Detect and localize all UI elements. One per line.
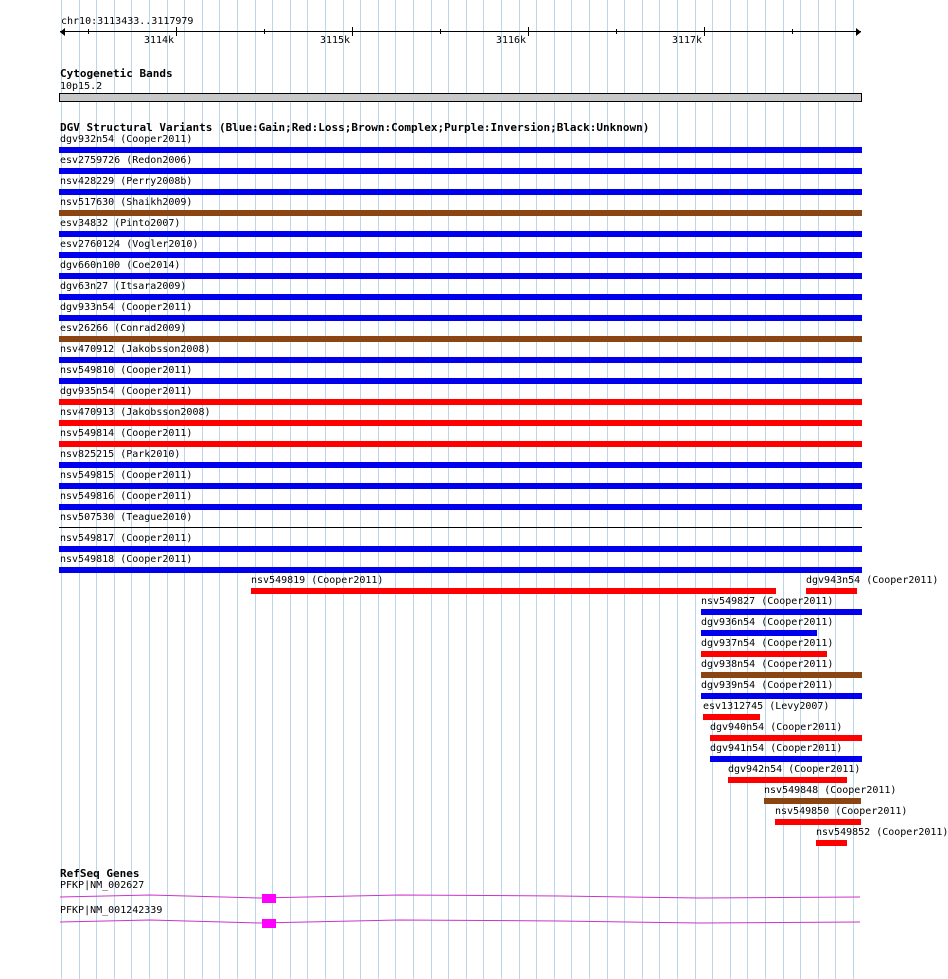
cytoband-track-title: Cytogenetic Bands	[60, 67, 173, 80]
dgv-feature-label[interactable]: dgv941n54 (Cooper2011)	[710, 743, 843, 754]
dgv-feature-gain-bar[interactable]	[59, 378, 862, 384]
dgv-feature-label[interactable]: nsv549817 (Cooper2011)	[60, 533, 193, 544]
dgv-feature-label[interactable]: dgv932n54 (Cooper2011)	[60, 134, 193, 145]
dgv-feature-gain-bar[interactable]	[59, 252, 862, 258]
dgv-feature-label[interactable]: nsv470913 (Jakobsson2008)	[60, 407, 211, 418]
dgv-feature-label[interactable]: dgv937n54 (Cooper2011)	[701, 638, 834, 649]
dgv-feature-gain-bar[interactable]	[59, 546, 862, 552]
dgv-feature-label[interactable]: nsv470912 (Jakobsson2008)	[60, 344, 211, 355]
dgv-feature-label[interactable]: dgv938n54 (Cooper2011)	[701, 659, 834, 670]
dgv-feature-label[interactable]: nsv549815 (Cooper2011)	[60, 470, 193, 481]
dgv-feature-label[interactable]: nsv517630 (Shaikh2009)	[60, 197, 193, 208]
refseq-track-title: RefSeq Genes	[60, 867, 140, 880]
dgv-feature-complex-bar[interactable]	[59, 210, 862, 216]
dgv-feature-label[interactable]: esv2760124 (Vogler2010)	[60, 239, 199, 250]
dgv-feature-label[interactable]: nsv549810 (Cooper2011)	[60, 365, 193, 376]
refseq-gene-label[interactable]: PFKP|NM_002627	[60, 880, 145, 891]
dgv-feature-complex-bar[interactable]	[59, 336, 862, 342]
dgv-feature-loss-bar[interactable]	[701, 651, 827, 657]
dgv-feature-gain-bar[interactable]	[701, 630, 817, 636]
dgv-feature-gain-bar[interactable]	[59, 315, 862, 321]
dgv-feature-loss-bar[interactable]	[816, 840, 847, 846]
dgv-feature-gain-bar[interactable]	[701, 693, 862, 699]
dgv-feature-label[interactable]: nsv428229 (Perry2008b)	[60, 176, 193, 187]
dgv-feature-label[interactable]: dgv942n54 (Cooper2011)	[728, 764, 861, 775]
ruler-tick-label: 3116k	[495, 35, 527, 46]
dgv-feature-label[interactable]: nsv825215 (Park2010)	[60, 449, 181, 460]
dgv-feature-complex-bar[interactable]	[701, 672, 862, 678]
dgv-feature-gain-bar[interactable]	[59, 357, 862, 363]
dgv-feature-gain-bar[interactable]	[59, 567, 862, 573]
dgv-feature-label[interactable]: nsv549819 (Cooper2011)	[251, 575, 384, 586]
refseq-exon[interactable]	[262, 894, 276, 903]
position-label[interactable]: chr10:3113433..3117979	[61, 16, 194, 27]
dgv-feature-gain-bar[interactable]	[59, 462, 862, 468]
dgv-feature-label[interactable]: nsv549818 (Cooper2011)	[60, 554, 193, 565]
dgv-feature-gain-bar[interactable]	[59, 273, 862, 279]
dgv-feature-gain-bar[interactable]	[710, 756, 862, 762]
dgv-feature-label[interactable]: dgv63n27 (Itsara2009)	[60, 281, 187, 292]
refseq-exon[interactable]	[262, 919, 276, 928]
refseq-gene-label[interactable]: PFKP|NM_001242339	[60, 905, 163, 916]
dgv-feature-gain-bar[interactable]	[59, 504, 862, 510]
dgv-feature-label[interactable]: dgv933n54 (Cooper2011)	[60, 302, 193, 313]
dgv-feature-loss-bar[interactable]	[59, 441, 862, 447]
dgv-feature-label[interactable]: nsv549827 (Cooper2011)	[701, 596, 834, 607]
dgv-feature-label[interactable]: nsv549852 (Cooper2011)	[816, 827, 948, 838]
dgv-feature-loss-bar[interactable]	[251, 588, 776, 594]
ruler-tick-label: 3115k	[319, 35, 351, 46]
refseq-intron-line	[60, 895, 860, 898]
dgv-feature-label[interactable]: esv26266 (Conrad2009)	[60, 323, 187, 334]
dgv-feature-label[interactable]: esv1312745 (Levy2007)	[703, 701, 830, 712]
dgv-feature-label[interactable]: esv34832 (Pinto2007)	[60, 218, 181, 229]
dgv-feature-label[interactable]: esv2759726 (Redon2006)	[60, 155, 193, 166]
dgv-feature-label[interactable]: nsv507530 (Teague2010)	[60, 512, 193, 523]
dgv-feature-gain-bar[interactable]	[701, 609, 862, 615]
dgv-feature-gain-bar[interactable]	[59, 483, 862, 489]
refseq-intron-line	[60, 920, 860, 923]
dgv-feature-gain-bar[interactable]	[59, 168, 862, 174]
dgv-feature-label[interactable]: dgv943n54 (Cooper2011)	[806, 575, 939, 586]
dgv-feature-loss-bar[interactable]	[59, 420, 862, 426]
dgv-feature-gain-bar[interactable]	[59, 147, 862, 153]
dgv-feature-unknown-bar[interactable]	[59, 527, 862, 528]
dgv-feature-label[interactable]: nsv549848 (Cooper2011)	[764, 785, 897, 796]
ruler-tick-label: 3117k	[671, 35, 703, 46]
dgv-feature-loss-bar[interactable]	[806, 588, 857, 594]
dgv-feature-label[interactable]: dgv936n54 (Cooper2011)	[701, 617, 834, 628]
dgv-feature-label[interactable]: nsv549850 (Cooper2011)	[775, 806, 908, 817]
dgv-feature-loss-bar[interactable]	[728, 777, 847, 783]
dgv-feature-complex-bar[interactable]	[764, 798, 861, 804]
dgv-feature-label[interactable]: dgv939n54 (Cooper2011)	[701, 680, 834, 691]
ruler-tick-label: 3114k	[143, 35, 175, 46]
dgv-track-title: DGV Structural Variants (Blue:Gain;Red:Loss;Brown:Complex;Purple:Inversion;Black:Unknown)	[60, 121, 650, 134]
cytoband-name[interactable]: 10p15.2	[60, 81, 103, 92]
refseq-gene-model[interactable]	[0, 893, 890, 905]
dgv-feature-gain-bar[interactable]	[59, 231, 862, 237]
dgv-feature-label[interactable]: nsv549816 (Cooper2011)	[60, 491, 193, 502]
dgv-feature-label[interactable]: dgv940n54 (Cooper2011)	[710, 722, 843, 733]
dgv-feature-gain-bar[interactable]	[59, 189, 862, 195]
dgv-feature-label[interactable]: dgv660n100 (Coe2014)	[60, 260, 181, 271]
dgv-feature-loss-bar[interactable]	[710, 735, 862, 741]
dgv-feature-loss-bar[interactable]	[703, 714, 760, 720]
dgv-feature-label[interactable]: nsv549814 (Cooper2011)	[60, 428, 193, 439]
dgv-feature-loss-bar[interactable]	[775, 819, 861, 825]
dgv-feature-loss-bar[interactable]	[59, 399, 862, 405]
dgv-feature-gain-bar[interactable]	[59, 294, 862, 300]
refseq-gene-model[interactable]	[0, 918, 890, 930]
dgv-feature-label[interactable]: dgv935n54 (Cooper2011)	[60, 386, 193, 397]
